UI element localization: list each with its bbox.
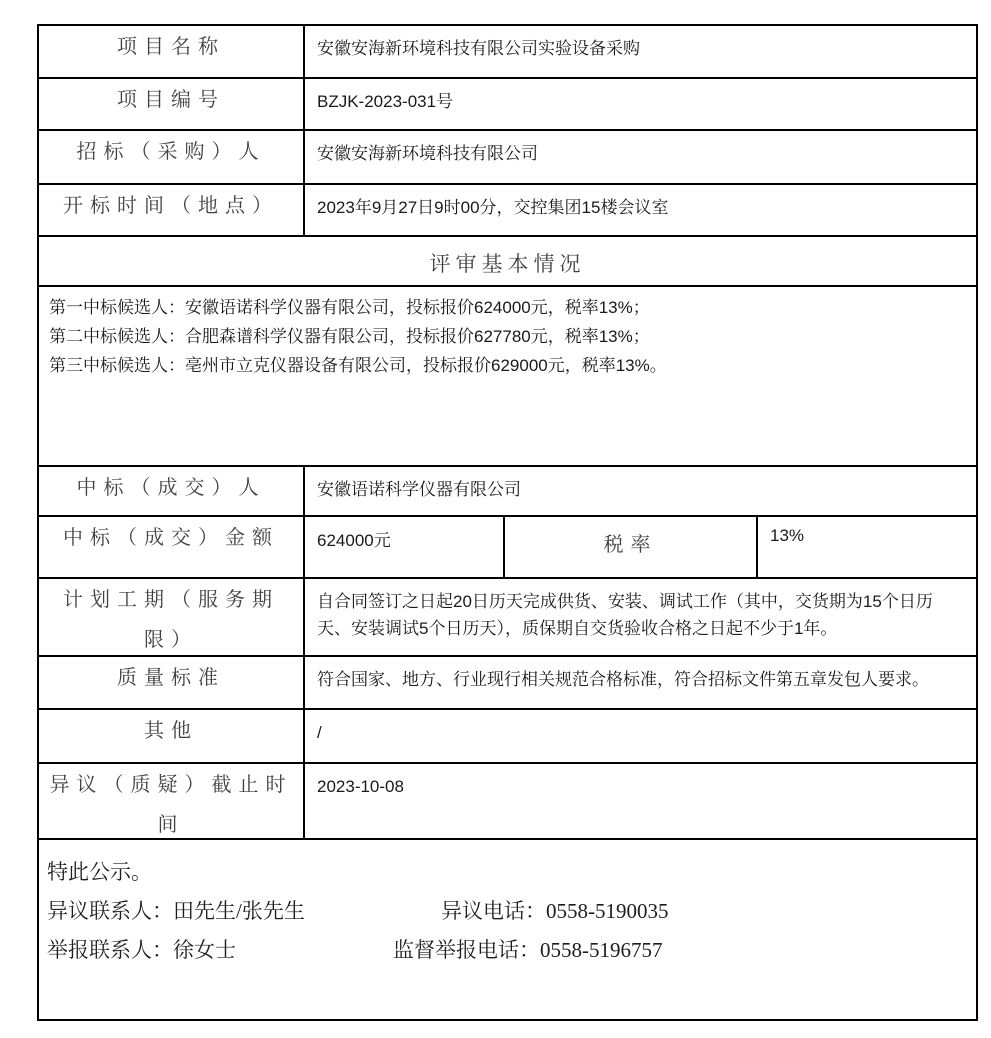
row-objection-deadline xyxy=(39,764,976,840)
schedule-label: 计划工期（服务期限） xyxy=(39,579,305,655)
row-schedule xyxy=(39,579,976,657)
winner-value: 安徽语诺科学仪器有限公司 xyxy=(317,480,521,499)
winner-label: 中标（成交）人 xyxy=(39,467,305,515)
project-name-label: 项目名称 xyxy=(39,26,305,77)
row-quality xyxy=(39,657,976,710)
purchaser-value: 安徽安海新环境科技有限公司 xyxy=(317,144,538,163)
row-project-number xyxy=(39,79,976,131)
review-section-title: 评审基本情况 xyxy=(429,252,586,276)
purchaser-label: 招标（采购）人 xyxy=(39,131,305,183)
quality-label: 质量标准 xyxy=(39,657,305,708)
row-other xyxy=(39,710,976,764)
row-section-header xyxy=(39,237,976,287)
candidates-cell xyxy=(39,287,976,465)
objection-deadline-value: 2023-10-08 xyxy=(317,777,404,796)
candidate-line-second: 第二中标候选人：合肥森谱科学仪器有限公司，投标报价627780元，税率13%； xyxy=(49,327,650,346)
row-purchaser xyxy=(39,131,976,185)
candidate-line-third: 第三中标候选人：亳州市立克仪器设备有限公司，投标报价629000元，税率13%。 xyxy=(49,356,667,375)
bid-opening-label: 开标时间（地点） xyxy=(39,185,305,235)
row-amount xyxy=(39,517,976,579)
objection-contact: 异议联系人：田先生/张先生 xyxy=(47,899,305,923)
amount-value: 624000元 xyxy=(305,517,505,577)
tax-rate-value: 13% xyxy=(770,526,805,545)
objection-contact-line xyxy=(47,892,968,931)
footer-cell xyxy=(39,840,976,1019)
row-candidates xyxy=(39,287,976,467)
amount-label: 中标（成交）金额 xyxy=(39,517,305,577)
quality-value: 符合国家、地方、行业现行相关规范合格标准，符合招标文件第五章发包人要求。 xyxy=(317,670,929,689)
other-value: / xyxy=(317,723,322,742)
notice-line: 特此公示。 xyxy=(47,860,152,884)
project-number-label: 项目编号 xyxy=(39,79,305,129)
bid-opening-value: 2023年9月27日9时00分，交控集团15楼会议室 xyxy=(317,198,669,217)
row-winner xyxy=(39,467,976,517)
objection-deadline-label: 异议（质疑）截止时间 xyxy=(39,764,305,838)
schedule-value: 自合同签订之日起20日历天完成供货、安装、调试工作（其中，交货期为15个日历天、安装调试5个日历天），质保期自交货验收合格之日起不少于1年。 xyxy=(317,592,933,638)
row-footer xyxy=(39,840,976,1019)
tax-rate-label: 税率 xyxy=(505,517,758,577)
project-number-value: BZJK-2023-031号 xyxy=(317,92,454,111)
report-phone: 监督举报电话：0558-5196757 xyxy=(393,938,663,962)
row-bid-opening xyxy=(39,185,976,237)
other-label: 其他 xyxy=(39,710,305,762)
announcement-table xyxy=(37,24,978,1021)
candidate-line-first: 第一中标候选人：安徽语诺科学仪器有限公司，投标报价624000元，税率13%； xyxy=(49,298,650,317)
report-contact: 举报联系人：徐女士 xyxy=(47,938,236,962)
row-project-name xyxy=(39,26,976,79)
objection-phone: 异议电话：0558-5190035 xyxy=(441,899,669,923)
project-name-value: 安徽安海新环境科技有限公司实验设备采购 xyxy=(317,39,640,58)
report-contact-line xyxy=(47,931,968,970)
